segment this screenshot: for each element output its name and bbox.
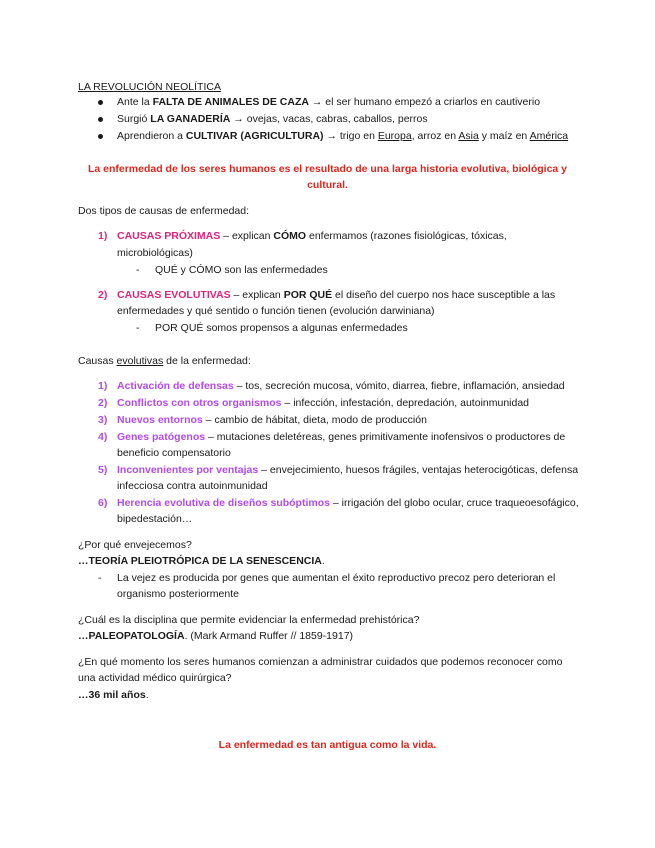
evo-cause-item: Herencia evolutiva de diseños subóptimos – irrigación del globo ocular, cruce traqueoesofágico, [117, 497, 579, 509]
list-number: 3) [98, 414, 108, 426]
dash-icon: - [136, 322, 140, 334]
evo-cause-item-cont: infecciosa contra autoinmunidad [117, 480, 268, 492]
list-number: 2) [98, 289, 108, 301]
list-item: Surgió LA GANADERÍA → ovejas, vacas, cabras, caballos, perros [117, 113, 428, 125]
answer: …PALEOPATOLOGÍA. (Mark Armand Ruffer // 1859-1917) [78, 630, 354, 642]
section-heading: Causas evolutivas de la enfermedad: [78, 355, 251, 367]
highlight-statement: La enfermedad de los seres humanos es el resultado de una larga historia evolutiva, biológica y [87, 163, 568, 175]
cause-subitem: POR QUÉ somos propensos a algunas enfermedades [155, 322, 408, 334]
list-number: 1) [98, 230, 108, 242]
list-number: 4) [98, 431, 108, 443]
list-item: Ante la FALTA DE ANIMALES DE CAZA → el ser humano empezó a criarlos en cautiverio [117, 96, 541, 108]
list-item: Aprendieron a CULTIVAR (AGRICULTURA) → trigo en Europa, arroz en Asia y maíz en América [117, 130, 569, 142]
evo-cause-item: Inconvenientes por ventajas – envejecimiento, huesos frágiles, ventajas heterocigóticas, defensa [117, 464, 579, 476]
question: ¿Cuál es la disciplina que permite evidenciar la enfermedad prehistórica? [78, 614, 420, 626]
bullet-icon [98, 100, 103, 105]
evo-cause-item: Nuevos entornos – cambio de hábitat, dieta, modo de producción [117, 414, 427, 426]
answer: …TEORÍA PLEIOTRÓPICA DE LA SENESCENCIA. [78, 555, 325, 567]
answer-detail: La vejez es producida por genes que aumentan el éxito reproductivo precoz pero deterioran el [117, 572, 556, 584]
evo-cause-item: Activación de defensas – tos, secreción mucosa, vómito, diarrea, fiebre, inflamación, ansiedad [117, 380, 565, 392]
list-number: 5) [98, 464, 108, 476]
list-number: 6) [98, 497, 108, 509]
answer-detail-cont: organismo posteriormente [117, 588, 239, 600]
cause-subitem: QUÉ y CÓMO son las enfermedades [155, 264, 328, 276]
evo-cause-item: Conflictos con otros organismos – infección, infestación, depredación, autoinmunidad [117, 397, 530, 409]
closing-statement: La enfermedad es tan antigua como la vida. [218, 739, 437, 751]
question-cont: una actividad médico quirúrgica? [78, 672, 232, 684]
question: ¿En qué momento los seres humanos comienzan a administrar cuidados que podemos reconocer como [78, 656, 563, 668]
bullet-icon [98, 117, 103, 122]
cause-item-cont: microbiológicas) [117, 247, 193, 259]
question: ¿Por qué envejecemos? [78, 539, 192, 551]
evo-cause-item: Genes patógenos – mutaciones deletéreas, genes primitivamente inofensivos o productores de [117, 431, 566, 443]
highlight-statement-cont: cultural. [307, 179, 348, 191]
section-title: LA REVOLUCIÓN NEOLÍTICA [78, 81, 221, 93]
answer: …36 mil años. [78, 689, 149, 701]
evo-cause-item-cont: beneficio compensatorio [117, 447, 231, 459]
dash-icon: - [136, 264, 140, 276]
dash-icon: - [98, 572, 102, 584]
cause-item: CAUSAS EVOLUTIVAS – explican POR QUÉ el diseño del cuerpo nos hace susceptible a las [117, 289, 556, 301]
list-number: 1) [98, 380, 108, 392]
section-heading: Dos tipos de causas de enfermedad: [78, 205, 250, 217]
bullet-icon [98, 134, 103, 139]
cause-item-cont: enfermedades y qué sentido o función tienen (evolución darwiniana) [117, 305, 435, 317]
cause-item: CAUSAS PRÓXIMAS – explican CÓMO enfermamos (razones fisiológicas, tóxicas, [117, 230, 507, 242]
evo-cause-item-cont: bipedestación… [117, 513, 193, 525]
list-number: 2) [98, 397, 108, 409]
